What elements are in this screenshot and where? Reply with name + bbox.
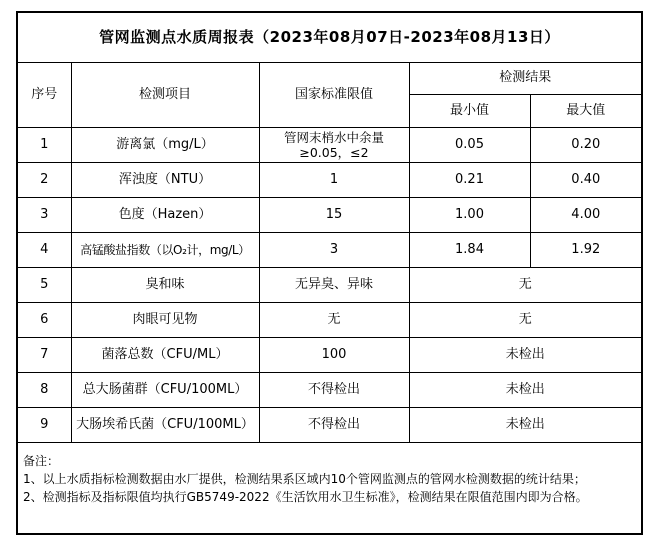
table-row xyxy=(17,267,642,302)
cell-limit: 管网末梢水中余量≥0.05，≤2 xyxy=(259,127,409,162)
header-row xyxy=(17,62,642,94)
cell-item: 游离氯（mg/L） xyxy=(71,127,259,162)
cell-limit: 100 xyxy=(259,337,409,372)
cell-result: 无 xyxy=(409,302,642,337)
water-quality-table xyxy=(16,11,643,535)
table-row xyxy=(17,162,642,197)
cell-item: 菌落总数（CFU/ML） xyxy=(71,337,259,372)
cell-result: 未检出 xyxy=(409,407,642,442)
cell-no: 4 xyxy=(17,232,71,267)
cell-result: 未检出 xyxy=(409,337,642,372)
cell-no: 1 xyxy=(17,127,71,162)
cell-limit: 无 xyxy=(259,302,409,337)
cell-limit: 3 xyxy=(259,232,409,267)
cell-item: 总大肠菌群（CFU/100ML） xyxy=(71,372,259,407)
table-row xyxy=(17,407,642,442)
cell-item: 色度（Hazen） xyxy=(71,197,259,232)
cell-min: 0.05 xyxy=(409,127,530,162)
table-row xyxy=(17,302,642,337)
cell-item: 浑浊度（NTU） xyxy=(71,162,259,197)
note-line-2: 2、检测指标及指标限值均执行GB5749-2022《生活饮用水卫生标准》，检测结果在限值范围内即为合格。 xyxy=(23,489,588,504)
cell-no: 9 xyxy=(17,407,71,442)
cell-result: 无 xyxy=(409,267,642,302)
table-row xyxy=(17,372,642,407)
table-row xyxy=(17,337,642,372)
cell-item: 臭和味 xyxy=(71,267,259,302)
cell-limit: 不得检出 xyxy=(259,372,409,407)
col-header-limit: 国家标准限值 xyxy=(259,62,409,127)
cell-min: 0.21 xyxy=(409,162,530,197)
table-row xyxy=(17,127,642,162)
cell-min: 1.00 xyxy=(409,197,530,232)
table-row xyxy=(17,197,642,232)
cell-max: 4.00 xyxy=(530,197,642,232)
cell-result: 未检出 xyxy=(409,372,642,407)
note-line-1: 1、以上水质指标检测数据由水厂提供，检测结果系区域内10个管网监测点的管网水检测数据的统计结果； xyxy=(23,471,586,486)
col-header-result: 检测结果 xyxy=(409,62,642,94)
cell-max: 0.40 xyxy=(530,162,642,197)
col-header-item: 检测项目 xyxy=(71,62,259,127)
cell-max: 0.20 xyxy=(530,127,642,162)
col-header-min: 最小值 xyxy=(409,94,530,127)
cell-min: 1.84 xyxy=(409,232,530,267)
cell-item: 高锰酸盐指数（以O₂计，mg/L） xyxy=(71,232,259,267)
title-row xyxy=(17,12,642,62)
cell-no: 6 xyxy=(17,302,71,337)
cell-no: 8 xyxy=(17,372,71,407)
cell-no: 5 xyxy=(17,267,71,302)
col-header-max: 最大值 xyxy=(530,94,642,127)
cell-limit: 不得检出 xyxy=(259,407,409,442)
cell-no: 7 xyxy=(17,337,71,372)
cell-limit: 15 xyxy=(259,197,409,232)
cell-item: 大肠埃希氏菌（CFU/100ML） xyxy=(71,407,259,442)
notes-label: 备注： xyxy=(23,453,60,468)
cell-limit: 无异臭、异味 xyxy=(259,267,409,302)
notes-row xyxy=(17,442,642,534)
cell-limit: 1 xyxy=(259,162,409,197)
cell-max: 1.92 xyxy=(530,232,642,267)
notes-cell xyxy=(17,442,642,534)
table-row xyxy=(17,232,642,267)
col-header-no: 序号 xyxy=(17,62,71,127)
cell-no: 3 xyxy=(17,197,71,232)
cell-no: 2 xyxy=(17,162,71,197)
page-title: 管网监测点水质周报表（2023年08月07日-2023年08月13日） xyxy=(17,12,642,62)
cell-item: 肉眼可见物 xyxy=(71,302,259,337)
